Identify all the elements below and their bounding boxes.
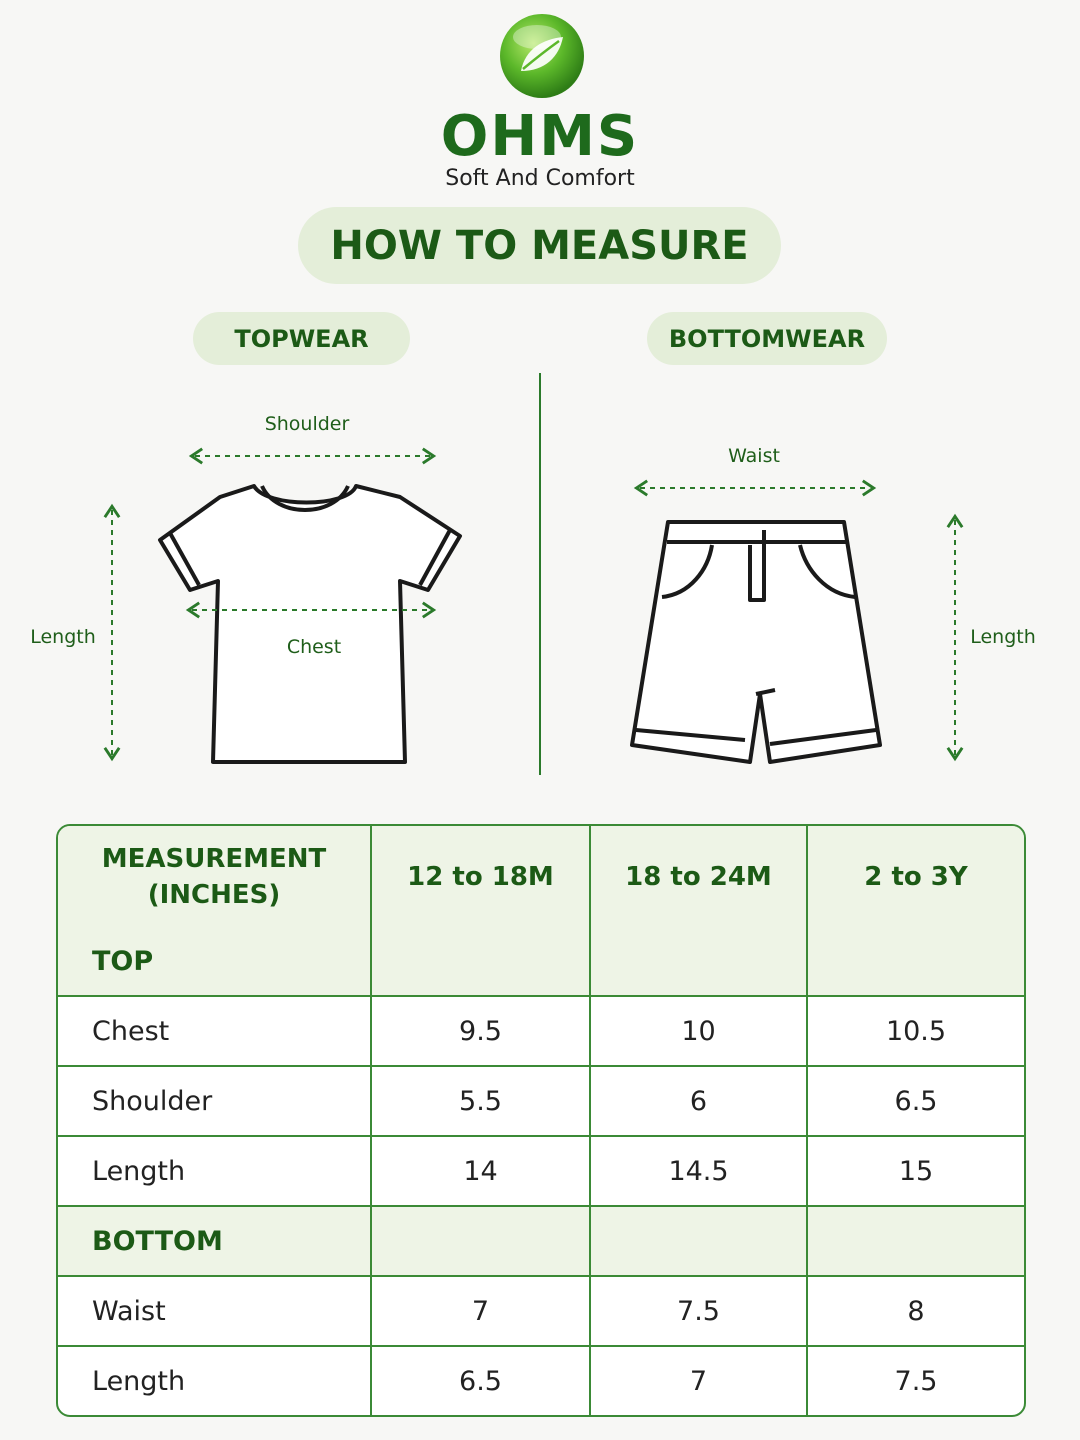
shorts-icon bbox=[632, 522, 880, 762]
measurement-header: MEASUREMENT (INCHES) bbox=[58, 826, 371, 927]
measurement-diagram bbox=[0, 380, 1080, 800]
size-header: 18 to 24M bbox=[590, 826, 807, 927]
table-cell: 14 bbox=[371, 1136, 590, 1206]
table-row bbox=[58, 1346, 1024, 1415]
table-cell: 7 bbox=[590, 1346, 807, 1415]
topwear-heading: TOPWEAR bbox=[193, 312, 410, 365]
table-cell: 6.5 bbox=[371, 1346, 590, 1415]
table-row bbox=[58, 996, 1024, 1066]
table-cell: 15 bbox=[807, 1136, 1024, 1206]
table-row bbox=[58, 1276, 1024, 1346]
size-header: 2 to 3Y bbox=[807, 826, 1024, 927]
brand-tagline: Soft And Comfort bbox=[445, 166, 635, 191]
table-cell: 7.5 bbox=[894, 1365, 938, 1397]
size-header: 12 to 18M bbox=[371, 826, 590, 927]
row-label: Length bbox=[58, 1136, 371, 1206]
table-header-row bbox=[58, 826, 1024, 927]
row-label: Length bbox=[58, 1346, 371, 1415]
table-cell: 10 bbox=[590, 996, 807, 1066]
table-cell: 6.5 bbox=[807, 1066, 1024, 1136]
table-cell: 6 bbox=[590, 1066, 807, 1136]
row-label: Shoulder bbox=[58, 1066, 371, 1136]
brand-logo-icon bbox=[499, 13, 585, 99]
section-row-top bbox=[58, 927, 1024, 996]
row-label: Chest bbox=[58, 996, 371, 1066]
table-row bbox=[58, 1136, 1024, 1206]
shoulder-label: Shoulder bbox=[264, 413, 350, 435]
tshirt-icon bbox=[160, 486, 460, 762]
table-cell: 7 bbox=[371, 1276, 590, 1346]
table-cell: 8 bbox=[807, 1276, 1024, 1346]
section-label: BOTTOM bbox=[58, 1206, 371, 1276]
table-cell: 7.5 bbox=[590, 1276, 807, 1346]
table-cell: 14.5 bbox=[590, 1136, 807, 1206]
page-title: HOW TO MEASURE bbox=[298, 207, 781, 284]
section-row-bottom bbox=[58, 1206, 1024, 1276]
table-row bbox=[58, 1066, 1024, 1136]
top-length-label: Length bbox=[30, 626, 96, 648]
section-label: TOP bbox=[58, 927, 371, 996]
brand-name: OHMS bbox=[440, 104, 640, 169]
bottom-length-label: Length bbox=[970, 626, 1036, 648]
waist-label: Waist bbox=[728, 445, 780, 467]
bottomwear-heading: BOTTOMWEAR bbox=[647, 312, 887, 365]
table-cell: 10.5 bbox=[807, 996, 1024, 1066]
chest-label: Chest bbox=[286, 636, 342, 658]
size-chart-table bbox=[56, 824, 1026, 1417]
row-label: Waist bbox=[58, 1276, 371, 1346]
table-cell: 5.5 bbox=[371, 1066, 590, 1136]
table-cell: 9.5 bbox=[371, 996, 590, 1066]
